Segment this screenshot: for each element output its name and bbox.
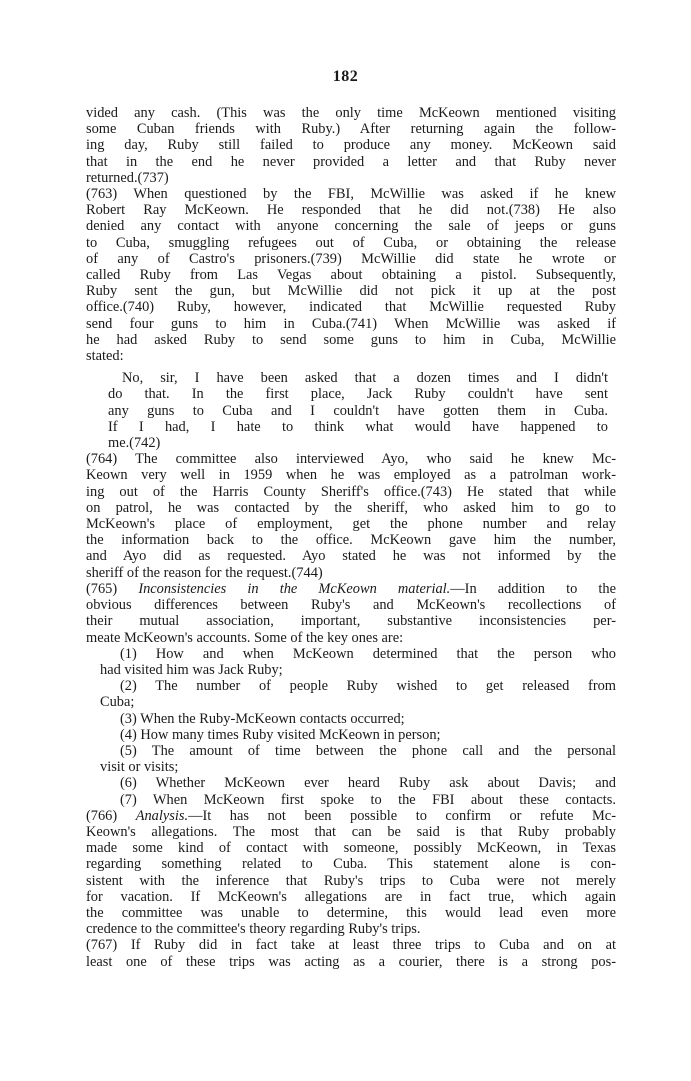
text-line: McKeown's place of employment, get the phone number and relay bbox=[86, 516, 616, 533]
paragraph-765 bbox=[86, 581, 616, 646]
text-line: that in the end he never provided a letter and that Ruby never bbox=[86, 153, 616, 170]
quote-line: me.(742) bbox=[108, 435, 161, 452]
text-line: credence to the committee's theory regarding Ruby's trips. bbox=[86, 921, 421, 938]
text-line: send four guns to him in Cuba.(741) When McWillie was asked if bbox=[86, 315, 616, 332]
paragraph-number: (766) bbox=[86, 807, 118, 824]
list-item: (5) The amount of time between the phone call and the personal bbox=[120, 742, 616, 759]
quote-line: If I had, I hate to think what would have happened to bbox=[108, 418, 608, 435]
quote-line: any guns to Cuba and I couldn't have gotten them in Cuba. bbox=[108, 402, 608, 419]
list-item-continuation: had visited him was Jack Ruby; bbox=[100, 661, 283, 678]
text-line: stated: bbox=[86, 348, 124, 365]
text-line: ing day, Ruby still failed to produce any money. McKeown said bbox=[86, 137, 616, 154]
text-line: and Ayo did as requested. Ayo stated he was not informed by the bbox=[86, 548, 616, 565]
paragraph-number: (765) bbox=[86, 580, 118, 597]
paragraph-763 bbox=[86, 186, 616, 364]
text-line: of any of Castro's prisoners.(739) McWillie did state he wrote or bbox=[86, 250, 616, 267]
list-item-continuation: Cuba; bbox=[100, 694, 135, 711]
paragraph-767 bbox=[86, 937, 616, 969]
text-line: on patrol, he was contacted by the sheriff, who asked him to go to bbox=[86, 499, 616, 516]
text-line: least one of these trips was acting as a courier, there is a strong pos- bbox=[86, 953, 616, 970]
text-line: the committee was unable to determine, this would lead even more bbox=[86, 904, 616, 921]
text-line: obvious differences between Ruby's and McKeown's recollections of bbox=[86, 597, 616, 614]
list-item: (2) The number of people Ruby wished to get released from bbox=[120, 678, 616, 695]
list-item: (4) How many times Ruby visited McKeown in person; bbox=[120, 726, 441, 743]
list-item-continuation: visit or visits; bbox=[100, 759, 179, 776]
quote-line: No, sir, I have been asked that a dozen times and I didn't bbox=[122, 370, 608, 387]
text-line: Keown very well in 1959 when he was employed as a patrolman work- bbox=[86, 467, 616, 484]
inconsistency-list bbox=[86, 646, 616, 808]
block-quote bbox=[108, 370, 608, 451]
text-line: returned.(737) bbox=[86, 169, 169, 186]
list-item: (1) How and when McKeown determined that the person who bbox=[120, 645, 616, 662]
text-line: made some kind of contact with someone, possibly McKeown, in Texas bbox=[86, 840, 616, 857]
quote-line: do that. In the first place, Jack Ruby couldn't have sent bbox=[108, 386, 608, 403]
text-line bbox=[86, 808, 616, 824]
section-heading: Inconsistencies in the McKeown material. bbox=[138, 580, 451, 597]
text-line: office.(740) Ruby, however, indicated that McWillie requested Ruby bbox=[86, 299, 616, 316]
text-line bbox=[86, 581, 616, 597]
text-line: (767) If Ruby did in fact take at least three trips to Cuba and on at bbox=[86, 937, 616, 954]
paragraph-766 bbox=[86, 808, 616, 938]
text-line: Robert Ray McKeown. He responded that he did not.(738) He also bbox=[86, 202, 616, 219]
body-text bbox=[86, 105, 616, 970]
page-number: 182 bbox=[332, 68, 359, 85]
text-line: Ruby sent the gun, but McWillie did not pick it up at the post bbox=[86, 283, 616, 300]
text-line: (763) When questioned by the FBI, McWillie was asked if he knew bbox=[86, 186, 616, 203]
text-line: vided any cash. (This was the only time McKeown mentioned visiting bbox=[86, 105, 616, 121]
text-line: he had asked Ruby to send some guns to him in Cuba, McWillie bbox=[86, 331, 616, 348]
paragraph-continuation bbox=[86, 105, 616, 186]
text-line: regarding something related to Cuba. This statement alone is con- bbox=[86, 856, 616, 873]
list-item: (6) Whether McKeown ever heard Ruby ask about Davis; and bbox=[120, 775, 616, 792]
text-line: Keown's allegations. The most that can be said is that Ruby probably bbox=[86, 823, 616, 840]
section-heading: Analysis. bbox=[135, 807, 189, 824]
text-line: the information back to the office. McKeown gave him the number, bbox=[86, 532, 616, 549]
text-line: meate McKeown's accounts. Some of the key ones are: bbox=[86, 629, 404, 646]
text-line: their mutual association, important, substantive inconsistencies per- bbox=[86, 613, 616, 630]
list-item: (3) When the Ruby-McKeown contacts occurred; bbox=[120, 710, 405, 727]
text-line: called Ruby from Las Vegas about obtaining a pistol. Subsequently, bbox=[86, 267, 616, 284]
text-line: some Cuban friends with Ruby.) After returning again the follow- bbox=[86, 121, 616, 138]
text-fragment: —It has not been possible to confirm or refute Mc- bbox=[188, 807, 616, 824]
text-line: for vacation. If McKeown's allegations are in fact true, which again bbox=[86, 888, 616, 905]
paragraph-764 bbox=[86, 451, 616, 581]
text-line: ing out of the Harris County Sheriff's office.(743) He stated that while bbox=[86, 483, 616, 500]
text-fragment: —In addition to the bbox=[450, 580, 616, 597]
text-line: to Cuba, smuggling refugees out of Cuba, or obtaining the release bbox=[86, 234, 616, 251]
text-line: sheriff of the reason for the request.(744) bbox=[86, 564, 323, 581]
text-line: sistent with the inference that Ruby's trips to Cuba were not merely bbox=[86, 872, 616, 889]
text-line: (764) The committee also interviewed Ayo, who said he knew Mc- bbox=[86, 451, 616, 468]
text-line: denied any contact with anyone concerning the sale of jeeps or guns bbox=[86, 218, 616, 235]
list-item: (7) When McKeown first spoke to the FBI about these contacts. bbox=[120, 791, 616, 808]
